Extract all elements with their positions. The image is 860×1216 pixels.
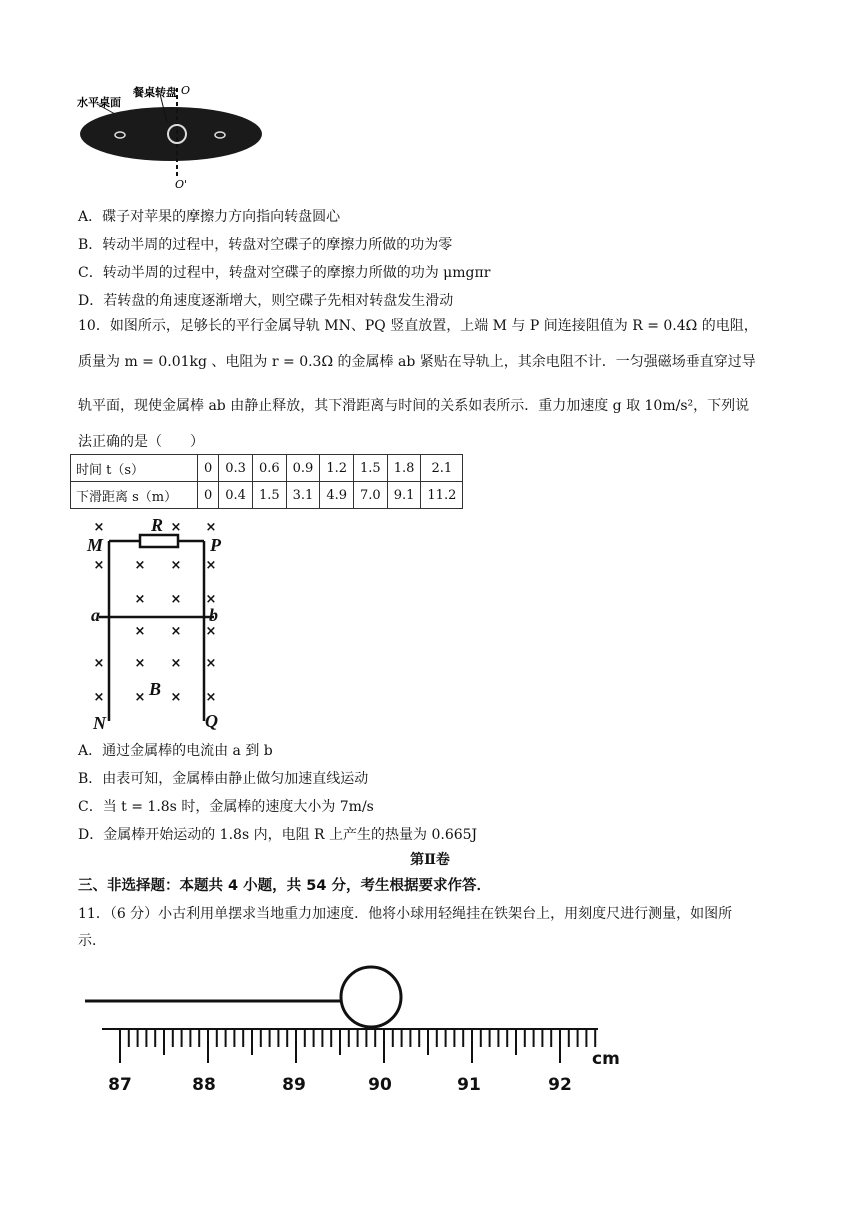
svg-text:×: × [205, 690, 217, 705]
svg-text:×: × [93, 558, 105, 573]
ruler-label-87: 87 [108, 1075, 132, 1095]
q10-option-d: D．金属棒开始运动的 1.8s 内，电阻 R 上产生的热量为 0.665J [78, 827, 478, 843]
volume-title: 第Ⅱ卷 [410, 852, 450, 868]
table-row: 时间 t（s） 0 0.3 0.6 0.9 1.2 1.5 1.8 2.1 [71, 455, 463, 482]
svg-text:×: × [170, 656, 182, 671]
label-R: R [151, 515, 164, 535]
rail-figure [85, 515, 235, 735]
q10-line2: 质量为 m = 0.01kg 、电阻为 r = 0.3Ω 的金属棒 ab 紧贴在导轨上，其余电阻不计．一匀强磁场垂直穿过导 [78, 354, 756, 370]
svg-text:×: × [170, 624, 182, 639]
label-Q: Q [205, 711, 218, 731]
q10-line1: 10．如图所示，足够长的平行金属导轨 MN、PQ 竖直放置，上端 M 与 P 间连接阻值为 R = 0.4Ω 的电阻， [78, 318, 758, 334]
q10-option-a: A．通过金属棒的电流由 a 到 b [78, 743, 273, 759]
q10-option-b: B．由表可知，金属棒由静止做匀加速直线运动 [78, 771, 369, 787]
q9-option-b: B．转动半周的过程中，转盘对空碟子的摩擦力所做的功为零 [78, 237, 453, 253]
svg-text:×: × [134, 656, 146, 671]
q9-option-d: D．若转盘的角速度逐渐增大，则空碟子先相对转盘发生滑动 [78, 293, 454, 309]
q9-option-a: A．碟子对苹果的摩擦力方向指向转盘圆心 [78, 209, 341, 225]
q11-line2: 示． [78, 933, 106, 949]
svg-text:×: × [205, 592, 217, 607]
label-a: a [91, 605, 100, 625]
turntable-figure [75, 78, 265, 193]
svg-text:×: × [93, 690, 105, 705]
q10-option-c: C．当 t = 1.8s 时，金属棒的速度大小为 7m/s [78, 799, 374, 815]
q9-option-c: C．转动半周的过程中，转盘对空碟子的摩擦力所做的功为 μmgπr [78, 265, 491, 281]
q11-line1: 11．（6 分）小古利用单摆求当地重力加速度．他将小球用轻绳挂在铁架台上，用刻度尺进行测量，如图所 [78, 906, 733, 922]
svg-text:×: × [134, 624, 146, 639]
svg-text:×: × [93, 520, 105, 535]
ruler-label-90: 90 [368, 1075, 392, 1095]
svg-text:×: × [134, 592, 146, 607]
svg-text:×: × [170, 520, 182, 535]
table-row: 下滑距离 s（m） 0 0.4 1.5 3.1 4.9 7.0 9.1 11.2 [71, 482, 463, 509]
label-B: B [149, 679, 162, 699]
label-b: b [209, 605, 218, 625]
svg-text:×: × [134, 690, 146, 705]
svg-text:×: × [134, 558, 146, 573]
time-distance-table [70, 454, 463, 509]
label-O: O [181, 84, 191, 97]
label-P: P [210, 535, 221, 555]
label-M: M [87, 535, 104, 555]
svg-text:×: × [170, 592, 182, 607]
q10-line3: 轨平面，现使金属棒 ab 由静止释放，其下滑距离与时间的关系如表所示．重力加速度 g 取 10m/s²，下列说 [78, 398, 750, 414]
svg-text:×: × [205, 656, 217, 671]
svg-text:×: × [205, 558, 217, 573]
svg-text:×: × [170, 558, 182, 573]
label-N: N [93, 713, 106, 733]
ruler-label-91: 91 [457, 1075, 481, 1095]
q10-line4: 法正确的是（ ） [78, 434, 204, 450]
ruler-figure [80, 960, 640, 1100]
ruler-label-92: 92 [548, 1075, 572, 1095]
label-table: 水平桌面 [77, 96, 121, 109]
ruler-label-89: 89 [282, 1075, 306, 1095]
ruler-label-88: 88 [192, 1075, 216, 1095]
label-turntable: 餐桌转盘 [133, 86, 177, 99]
svg-text:×: × [205, 624, 217, 639]
ruler-unit: cm [592, 1049, 620, 1069]
svg-text:×: × [170, 690, 182, 705]
svg-text:×: × [93, 656, 105, 671]
label-O2: O' [175, 178, 188, 191]
svg-text:×: × [205, 520, 217, 535]
section-heading: 三、非选择题：本题共 4 小题，共 54 分，考生根据要求作答． [78, 878, 491, 894]
